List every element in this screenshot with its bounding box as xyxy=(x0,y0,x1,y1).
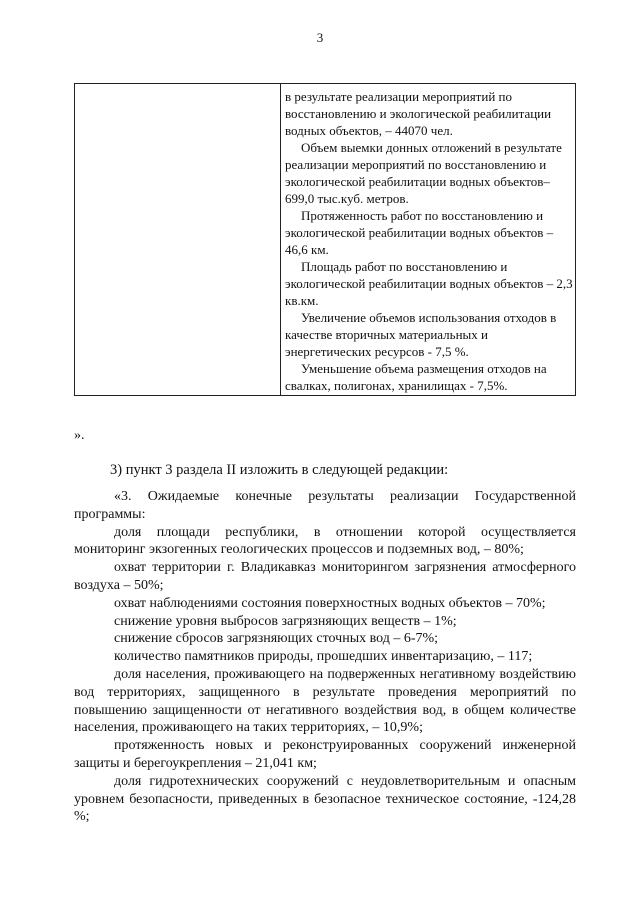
cell-paragraph: Объем выемки донных отложений в результате реализации мероприятий по восстановлению и экологической реабилитации водных объектов– 699,0 тыс.куб. метров. xyxy=(285,140,562,206)
body-text xyxy=(74,488,576,826)
body-paragraph: охват территории г. Владикавказ мониторингом загрязнения атмосферного воздуха – 50%; xyxy=(74,560,576,593)
body-paragraph: охват наблюдениями состояния поверхностных водных объектов – 70%; xyxy=(114,595,546,611)
column-divider xyxy=(280,84,281,395)
cell-paragraph: Площадь работ по восстановлению и экологической реабилитации водных объектов – 2,3 кв.км. xyxy=(285,259,573,308)
table-cell-results xyxy=(285,88,573,394)
cell-paragraph: в результате реализации мероприятий по восстановлению и экологической реабилитации водных объектов, – 44070 чел. xyxy=(285,89,552,138)
cell-paragraph: Увеличение объемов использования отходов в качестве вторичных материальных и энергетических ресурсов - 7,5 %. xyxy=(285,310,557,359)
closing-quote: ». xyxy=(74,428,85,443)
body-paragraph: протяженность новых и реконструированных сооружений инженерной защиты и берегоукрепления – 21,041 км; xyxy=(74,738,576,771)
body-paragraph: снижение уровня выбросов загрязняющих веществ – 1%; xyxy=(114,613,457,629)
body-paragraph: доля гидротехнических сооружений с неудовлетворительным и опасным уровнем безопасности, приведенных в безопасное техническое состояние, -124,28 %; xyxy=(74,773,576,825)
body-paragraph: «3. Ожидаемые конечные результаты реализации Государственной программы: xyxy=(74,489,576,522)
body-paragraph: количество памятников природы, прошедших инвентаризацию, – 117; xyxy=(114,649,533,665)
body-paragraph: доля площади республики, в отношении которой осуществляется мониторинг экзогенных геологических процессов и подземных вод, – 80%; xyxy=(74,524,576,558)
cell-paragraph: Протяженность работ по восстановлению и экологической реабилитации водных объектов – 46,6 км. xyxy=(285,208,554,257)
body-paragraph: доля населения, проживающего на подверженных негативному воздействию вод территориях, защищенного в результате проведения мероприятий по повышению защищенности от негативного воздействия вод, в общем количестве населения, проживающего на таких территориях, – 10,9%; xyxy=(74,666,576,736)
page-number: 3 xyxy=(316,30,324,45)
body-paragraph: снижение сбросов загрязняющих сточных вод – 6-7%; xyxy=(114,631,439,647)
results-table xyxy=(74,83,576,396)
amendment-line: 3) пункт 3 раздела II изложить в следующей редакции: xyxy=(110,462,449,478)
cell-paragraph: Уменьшение объема размещения отходов на свалках, полигонах, хранилищах - 7,5%. xyxy=(285,361,547,393)
